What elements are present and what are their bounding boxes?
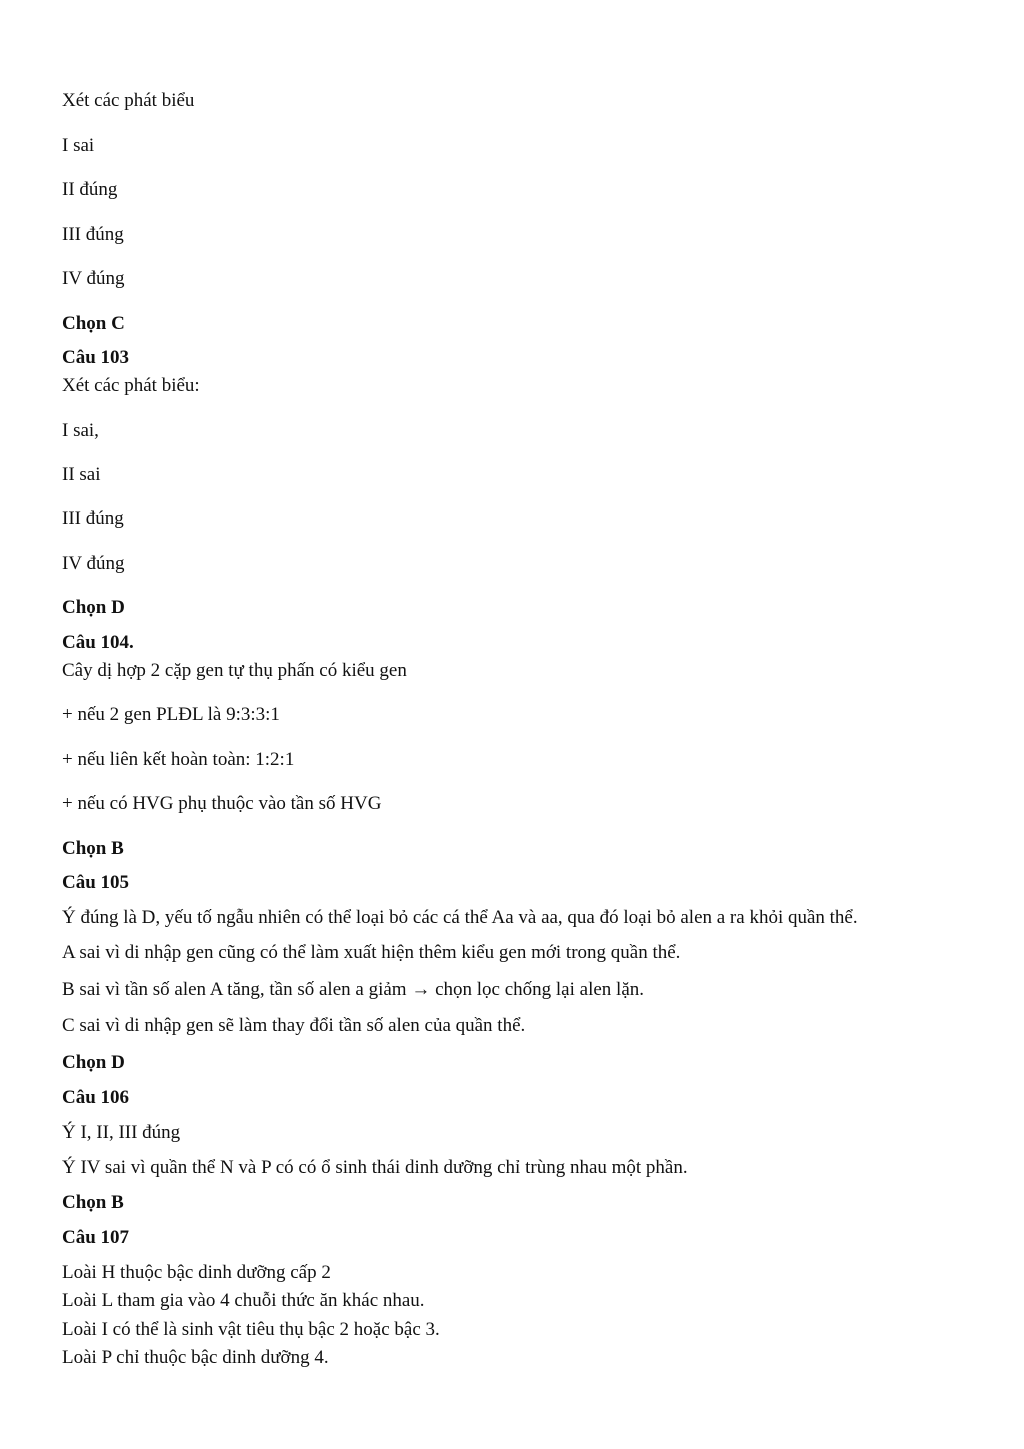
line-intro-1: Xét các phát biểu [62, 90, 195, 111]
paragraph-line: Loài P chỉ thuộc bậc dinh dưỡng 4. [62, 1347, 329, 1368]
line-statement-iv: IV đúng [62, 268, 125, 289]
line-statement-iii: III đúng [62, 224, 124, 245]
paragraph-line: B sai vì tần số alen A tăng, tần số alen a giảm → chọn lọc chống lại alen lặn. [62, 979, 644, 1000]
question-heading: Câu 106 [62, 1087, 130, 1108]
paragraph-line: + nếu có HVG phụ thuộc vào tần số HVG [62, 793, 382, 814]
paragraph-line: + nếu 2 gen PLĐL là 9:3:3:1 [62, 704, 280, 725]
answer-choice: Chọn D [62, 597, 125, 618]
paragraph-line: Loài I có thể là sinh vật tiêu thụ bậc 2 hoặc bậc 3. [62, 1319, 440, 1340]
paragraph-line: Cây dị hợp 2 cặp gen tự thụ phấn có kiểu gen [62, 660, 407, 681]
line-statement-ii: II đúng [62, 179, 118, 200]
question-heading: Câu 104. [62, 632, 134, 653]
paragraph-line: Ý I, II, III đúng [62, 1122, 181, 1143]
answer-choice: Chọn B [62, 1192, 124, 1213]
answer-choice: Chọn C [62, 313, 125, 334]
paragraph-line: C sai vì di nhập gen sẽ làm thay đổi tần số alen của quần thể. [62, 1015, 526, 1036]
line-statement-i: I sai [62, 135, 95, 156]
paragraph-line: + nếu liên kết hoàn toàn: 1:2:1 [62, 749, 295, 770]
question-heading: Câu 103 [62, 347, 130, 368]
paragraph-line: A sai vì di nhập gen cũng có thể làm xuất hiện thêm kiểu gen mới trong quần thể. [62, 942, 681, 963]
line-statement-iv: IV đúng [62, 553, 125, 574]
line-intro-2: Xét các phát biểu: [62, 375, 200, 396]
line-statement-i: I sai, [62, 420, 99, 441]
answer-choice: Chọn B [62, 838, 124, 859]
paragraph-line: Loài H thuộc bậc dinh dưỡng cấp 2 [62, 1262, 331, 1283]
paragraph-line: Loài L tham gia vào 4 chuỗi thức ăn khác nhau. [62, 1290, 425, 1311]
paragraph-line: Ý IV sai vì quần thể N và P có có ổ sinh thái dinh dưỡng chỉ trùng nhau một phần. [62, 1157, 688, 1178]
line-statement-ii: II sai [62, 464, 101, 485]
question-heading: Câu 105 [62, 872, 130, 893]
question-heading: Câu 107 [62, 1227, 130, 1248]
answer-choice: Chọn D [62, 1052, 125, 1073]
line-statement-iii: III đúng [62, 508, 124, 529]
paragraph-line: Ý đúng là D, yếu tố ngẫu nhiên có thể loại bỏ các cá thể Aa và aa, qua đó loại bỏ alen a ra khỏi quần thể. [62, 907, 858, 928]
